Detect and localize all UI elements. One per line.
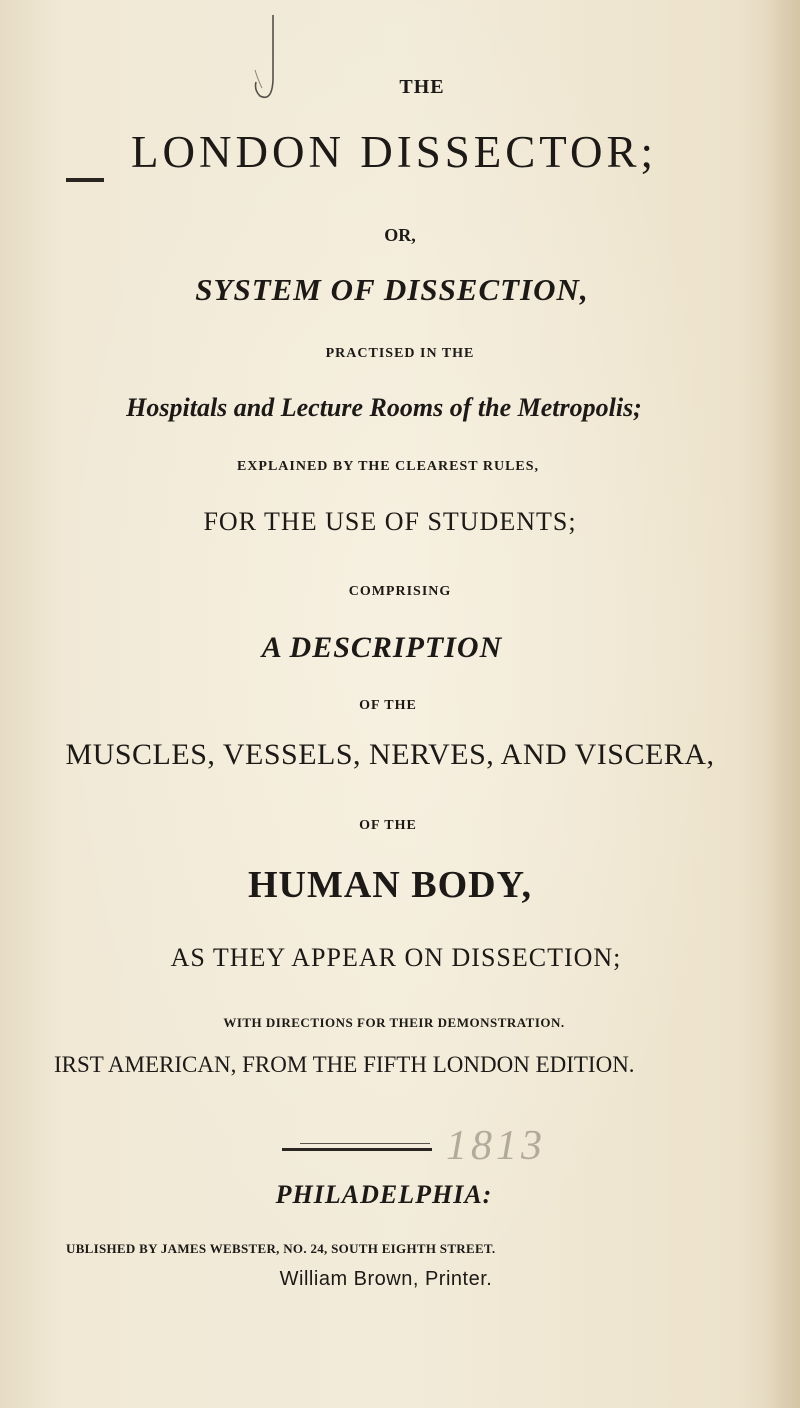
description-line: A DESCRIPTION bbox=[261, 631, 503, 664]
separator-rule-thin bbox=[300, 1143, 430, 1144]
of-the-line-2: OF THE bbox=[359, 818, 417, 833]
printer-line: William Brown, Printer. bbox=[279, 1268, 493, 1290]
hospitals-line: Hospitals and Lecture Rooms of the Metropolis; bbox=[126, 393, 642, 422]
edition-line: IRST AMERICAN, FROM THE FIFTH LONDON EDITION. bbox=[54, 1052, 635, 1077]
or-label: OR, bbox=[384, 225, 416, 245]
for-students-line: FOR THE USE OF STUDENTS; bbox=[203, 507, 577, 536]
of-the-line-1: OF THE bbox=[359, 698, 417, 713]
subtitle: SYSTEM OF DISSECTION, bbox=[195, 272, 589, 307]
contents-line: MUSCLES, VESSELS, NERVES, AND VISCERA, bbox=[65, 738, 715, 771]
the-label: THE bbox=[399, 76, 445, 98]
practised-line: PRACTISED IN THE bbox=[325, 346, 475, 361]
city-line: PHILADELPHIA: bbox=[275, 1180, 493, 1209]
main-title: LONDON DISSECTOR; bbox=[131, 127, 657, 177]
explained-line: EXPLAINED BY THE CLEAREST RULES, bbox=[236, 459, 540, 474]
library-stamp: 1813 bbox=[446, 1123, 546, 1169]
directions-line: WITH DIRECTIONS FOR THEIR DEMONSTRATION. bbox=[223, 1015, 565, 1030]
title-underline-stroke bbox=[66, 178, 104, 182]
human-body-line: HUMAN BODY, bbox=[247, 864, 533, 906]
comprising-line: COMPRISING bbox=[348, 584, 452, 599]
separator-rule bbox=[282, 1148, 432, 1151]
appear-line: AS THEY APPEAR ON DISSECTION; bbox=[170, 943, 622, 972]
publisher-line: UBLISHED BY JAMES WEBSTER, NO. 24, SOUTH EIGHTH STREET. bbox=[66, 1241, 496, 1256]
